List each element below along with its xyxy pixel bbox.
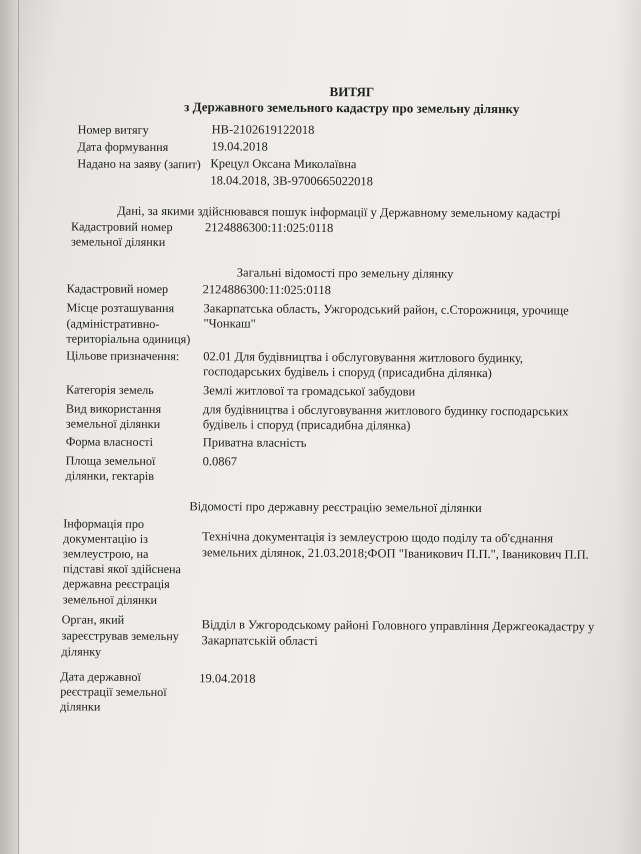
doc-value-line-2: земельних ділянок, 21.03.2018;ФОП "Іваникович П.П.", Іваникович П.П.	[202, 545, 589, 562]
purpose-label: Цільове призначення:	[66, 348, 180, 364]
extract-number-label: Номер витягу	[77, 122, 149, 137]
usage-value-line-1: для будівництва і обслуговування житлового будинку господарських	[202, 402, 569, 419]
doc-value-line-1: Технічна документація із землеустрою щодо поділу та об'єднання	[202, 529, 554, 546]
area-label-line-2: ділянки, гектарів	[65, 468, 155, 483]
location-value-line-2: "Чонкаш"	[203, 316, 256, 331]
request-name: Крецул Оксана Миколаївна	[210, 156, 357, 172]
search-label-line-1: Кадастровий номер	[71, 219, 173, 235]
organ-label-line-1: Орган, який	[61, 612, 125, 627]
reg-date-label-line-3: ділянки	[60, 699, 101, 714]
doc-label-line-4: підставі якої здійснена	[62, 561, 182, 577]
purpose-value-line-2: господарських будівель і споруд (присадибна ділянка)	[203, 364, 492, 381]
doc-label-line-1: Інформація про	[63, 516, 145, 531]
organ-label-line-2: зареєстрував земельну	[61, 628, 179, 644]
reg-date-label-line-2: реєстрації земельної	[60, 684, 167, 700]
cadastral-number-value: 2124886300:11:025:0118	[202, 282, 331, 298]
document-title: ВИТЯГ	[329, 84, 375, 100]
search-heading: Дані, за якими здійснювався пошук інформації у Державному земельному кадастрі	[117, 203, 561, 221]
usage-label-line-1: Вид використання	[65, 401, 162, 417]
organ-value-line-1: Відділ в Ужгородському районі Головного управління Держгеокадастру у	[201, 617, 595, 634]
search-cadastral-value: 2124886300:11:025:0118	[205, 220, 334, 236]
area-value: 0.0867	[202, 454, 238, 469]
reg-date-label-line-1: Дата державної	[60, 669, 141, 684]
formation-date-value: 19.04.2018	[211, 139, 268, 154]
cadastral-number-label: Кадастровий номер	[66, 281, 169, 297]
request-label: Надано на заяву (запит)	[77, 156, 201, 172]
area-label-line-1: Площа земельної	[65, 453, 156, 468]
purpose-value-line-1: 02.01 Для будівництва і обслуговування житлового будинку,	[203, 349, 524, 366]
extract-number-value: НВ-2102619122018	[211, 122, 315, 137]
doc-label-line-6: земельної ділянки	[62, 592, 158, 608]
ownership-label: Форма власності	[65, 434, 154, 449]
doc-label-line-2: документацію із	[63, 531, 148, 546]
search-label-line-2: земельної ділянки	[70, 234, 166, 250]
location-value-line-1: Закарпатська область, Ужгородський район, с.Сторожниця, урочище	[203, 301, 569, 318]
doc-label-line-3: землеустрою, на	[63, 546, 149, 561]
registration-heading: Відомості про державну реєстрацію земельної ділянки	[189, 499, 482, 515]
organ-value-line-2: Закарпатській області	[201, 633, 318, 648]
location-label-line-1: Місце розташування	[66, 300, 175, 316]
usage-value-line-2: будівель і споруд (присадибна ділянка)	[202, 417, 411, 433]
request-reference: 18.04.2018, ЗВ-9700665022018	[210, 173, 373, 189]
reg-date-value: 19.04.2018	[199, 671, 256, 686]
organ-label-line-3: ділянку	[61, 644, 102, 659]
location-label-line-2: (адміністративно-	[66, 316, 160, 332]
land-category-label: Категорія земель	[66, 382, 154, 397]
doc-label-line-5: державна реєстрація	[62, 576, 170, 592]
land-category-value: Землі житлової та громадської забудови	[203, 383, 416, 399]
general-heading: Загальні відомості про земельну ділянку	[236, 265, 454, 281]
ownership-value: Приватна власність	[202, 435, 307, 450]
formation-date-label: Дата формування	[77, 139, 169, 155]
usage-label-line-2: земельної ділянки	[65, 416, 161, 432]
document-subtitle: з Державного земельного кадастру про земельну ділянку	[184, 99, 520, 117]
location-label-line-3: територіальна одиниця)	[66, 331, 191, 347]
